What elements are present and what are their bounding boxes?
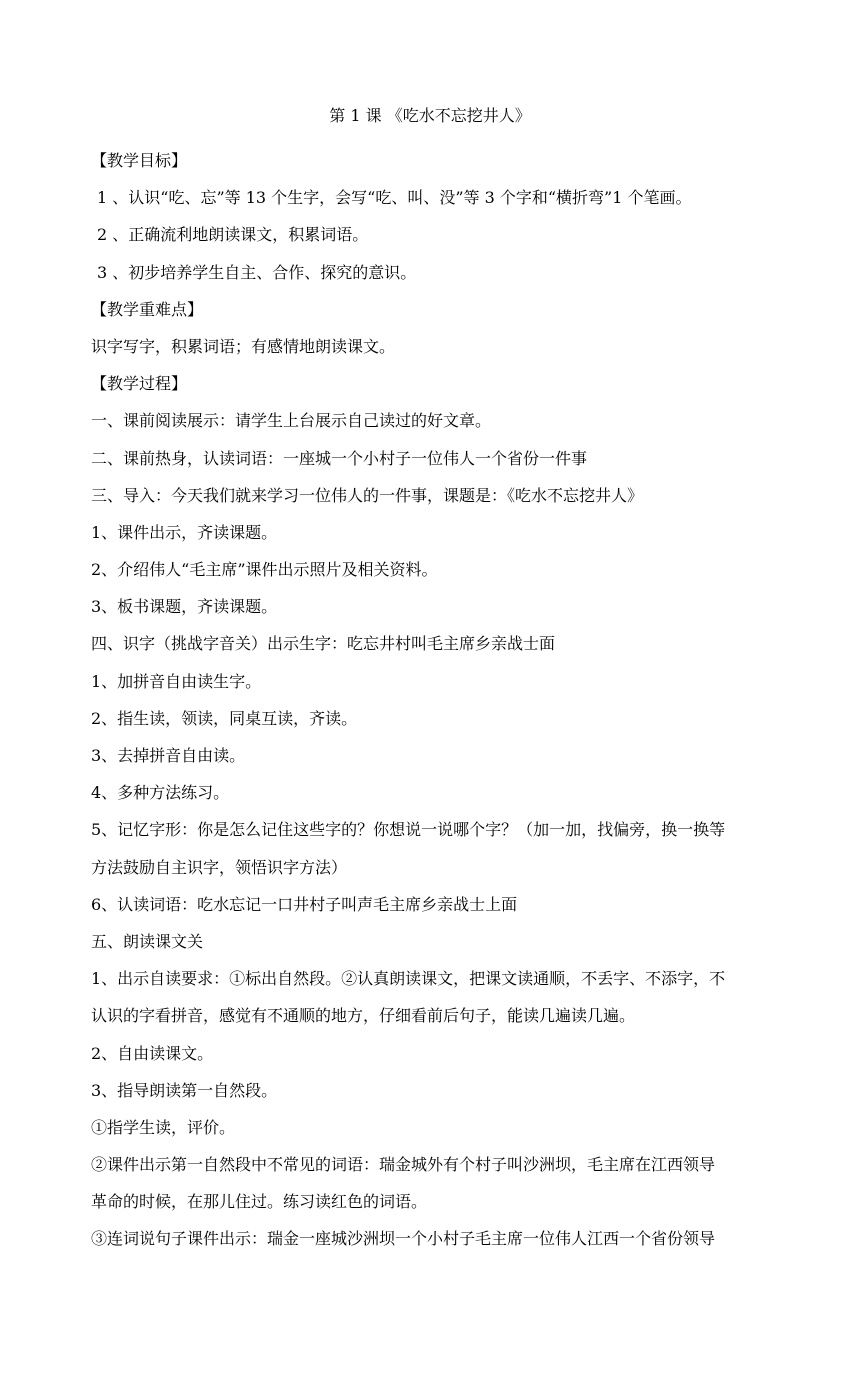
text-line: ①指学生读，评价。 xyxy=(91,1117,236,1137)
text-line: 一、课前阅读展示：请学生上台展示自己读过的好文章。 xyxy=(91,411,492,431)
text-line: 3、去掉拼音自由读。 xyxy=(91,746,246,765)
text-line: 二、课前热身，认读词语：一座城一个小村子一位伟人一个省份一件事 xyxy=(91,448,588,468)
text-line: 三、导入：今天我们就来学习一位伟人的一件事，课题是：《吃水不忘挖井人》 xyxy=(91,485,644,505)
text-line: 【教学过程】 xyxy=(91,374,188,394)
text-line: 2、自由读课文。 xyxy=(91,1043,214,1063)
lesson-title: 第 1 课 《吃水不忘挖井人》 xyxy=(329,106,531,125)
text-line: 2、指生读，领读，同桌互读，齐读。 xyxy=(91,708,358,728)
text-line: 四、识字（挑战字音关）出示生字：吃忘井村叫毛主席乡亲战士面 xyxy=(91,634,556,654)
text-line: 认识的字看拼音，感觉有不通顺的地方，仔细看前后句子，能读几遍读几遍。 xyxy=(91,1006,636,1026)
text-line: 2、介绍伟人“毛主席”课件出示照片及相关资料。 xyxy=(91,560,438,580)
text-line: 2 、正确流利地朗读课文，积累词语。 xyxy=(97,225,369,245)
text-line: 1、加拼音自由读生字。 xyxy=(91,671,262,691)
text-line: 3 、初步培养学生自主、合作、探究的意识。 xyxy=(97,262,417,282)
document-body xyxy=(91,142,771,1258)
text-line: 5、记忆字形：你是怎么记住这些字的？你想说一说哪个字？（加一加，找偏旁，换一换等 xyxy=(91,820,726,840)
text-line: 3、板书课题，齐读课题。 xyxy=(91,597,278,617)
text-line: 五、朗读课文关 xyxy=(91,931,204,951)
text-line: 1、出示自读要求：①标出自然段。②认真朗读课文，把课文读通顺，不丢字、不添字，不 xyxy=(91,969,726,989)
text-line: 1、课件出示，齐读课题。 xyxy=(91,522,278,542)
text-line: 【教学重难点】 xyxy=(91,299,204,319)
text-line: 方法鼓励自主识字，领悟识字方法） xyxy=(91,857,348,877)
text-line: 4、多种方法练习。 xyxy=(91,783,230,803)
text-line: 【教学目标】 xyxy=(91,151,188,170)
text-line: 3、指导朗读第一自然段。 xyxy=(91,1080,278,1100)
text-line: ③连词说句子课件出示：瑞金一座城沙洲坝一个小村子毛主席一位伟人江西一个省份领导 xyxy=(91,1229,716,1249)
text-line: 革命的时候，在那儿住过。练习读红色的词语。 xyxy=(91,1192,428,1212)
text-line: 1 、认识“吃、忘”等 13 个生字，会写“吃、叫、没”等 3 个字和“横折弯”1 个笔画。 xyxy=(97,188,692,208)
text-line: ②课件出示第一自然段中不常见的词语：瑞金城外有个村子叫沙洲坝，毛主席在江西领导 xyxy=(91,1155,716,1175)
text-line: 识字写字，积累词语；有感情地朗读课文。 xyxy=(91,336,396,356)
text-line: 6、认读词语：吃水忘记一口井村子叫声毛主席乡亲战士上面 xyxy=(91,894,518,914)
